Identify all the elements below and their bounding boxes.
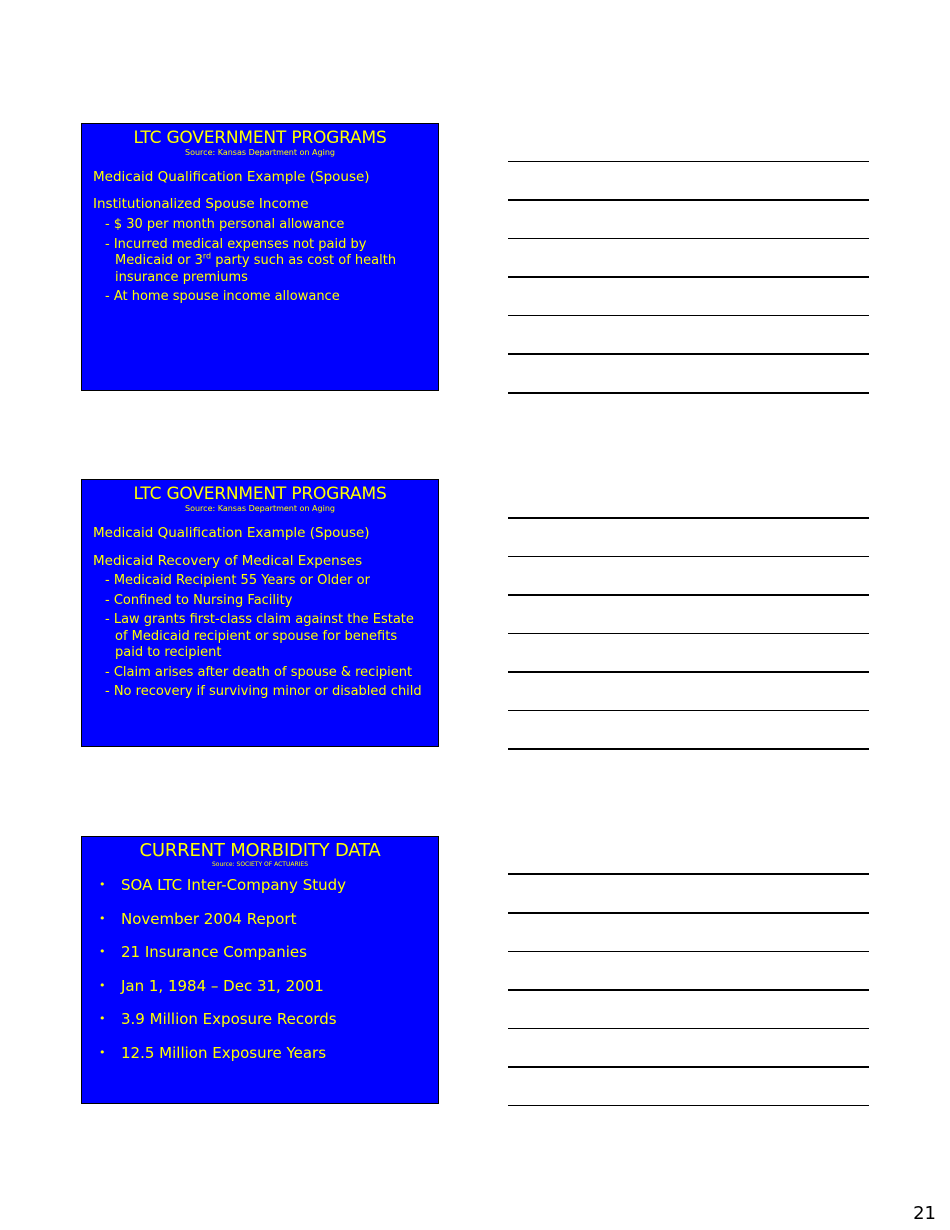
note-line — [508, 556, 869, 557]
slide-source: Source: Kansas Department on Aging — [185, 148, 335, 157]
note-line — [508, 199, 869, 201]
slide-source: Source: Kansas Department on Aging — [185, 504, 335, 513]
list-item: - $ 30 per month personal allowance — [105, 217, 345, 232]
bullet-icon: • — [99, 1045, 106, 1059]
list-item: - Medicaid Recipient 55 Years or Older or — [105, 573, 370, 588]
list-item: - Confined to Nursing Facility — [105, 592, 293, 608]
list-item: • 12.5 Million Exposure Years — [99, 1043, 327, 1062]
slide-heading: Medicaid Qualification Example (Spouse) — [93, 169, 370, 185]
slide-title: LTC GOVERNMENT PROGRAMS — [133, 484, 387, 504]
list-item: - No recovery if surviving minor or disabled child — [105, 684, 422, 699]
note-line — [508, 276, 869, 278]
list-item: - At home spouse income allowance — [105, 289, 340, 304]
note-line — [508, 238, 869, 239]
list-item: • SOA LTC Inter-Company Study — [99, 876, 347, 894]
note-line — [508, 912, 869, 914]
slide-title: CURRENT MORBIDITY DATA — [139, 840, 381, 861]
note-line — [508, 392, 869, 394]
note-line — [508, 671, 869, 673]
note-line — [508, 161, 869, 162]
slide-heading: Medicaid Qualification Example (Spouse) — [93, 525, 370, 541]
note-line — [508, 989, 869, 991]
slide-3 — [81, 836, 439, 1104]
page-number: 21 — [913, 1203, 936, 1224]
bullet-icon: • — [99, 878, 106, 891]
list-item: • 21 Insurance Companies — [99, 943, 307, 962]
note-line — [508, 951, 869, 952]
slide-source: Source: SOCIETY OF ACTUARIES — [211, 861, 309, 868]
list-item: - Law grants first-class claim against the Estate of Medicaid recipient or spouse for benefits paid to recipient — [105, 612, 414, 660]
slide-subheading: Institutionalized Spouse Income — [93, 196, 309, 212]
note-line — [508, 748, 869, 750]
bullet-icon: • — [99, 1012, 106, 1026]
note-line — [508, 353, 869, 355]
note-line — [508, 1105, 869, 1106]
bullet-list — [82, 876, 438, 1062]
slide-1 — [81, 123, 439, 391]
slide-2 — [81, 479, 439, 747]
list-item: • Jan 1, 1984 – Dec 31, 2001 — [99, 976, 324, 995]
slide-subheading: Medicaid Recovery of Medical Expenses — [93, 553, 363, 569]
bullet-icon: • — [99, 945, 106, 959]
note-line — [508, 633, 869, 634]
list-item: - Incurred medical expenses not paid by Medicaid or 3rd party such as cost of health insurance premiums — [105, 236, 397, 285]
bullet-icon: • — [99, 978, 106, 992]
note-line — [508, 517, 869, 519]
list-item: - Claim arises after death of spouse & recipient — [105, 664, 413, 680]
note-line — [508, 315, 869, 316]
list-item: • 3.9 Million Exposure Records — [99, 1010, 337, 1029]
note-line — [508, 1028, 869, 1029]
bullet-icon: • — [99, 911, 106, 925]
note-line — [508, 710, 869, 711]
slide-title: LTC GOVERNMENT PROGRAMS — [133, 128, 387, 148]
note-line — [508, 594, 869, 596]
note-line — [508, 873, 869, 875]
note-line — [508, 1066, 869, 1068]
list-item: • November 2004 Report — [99, 909, 297, 928]
